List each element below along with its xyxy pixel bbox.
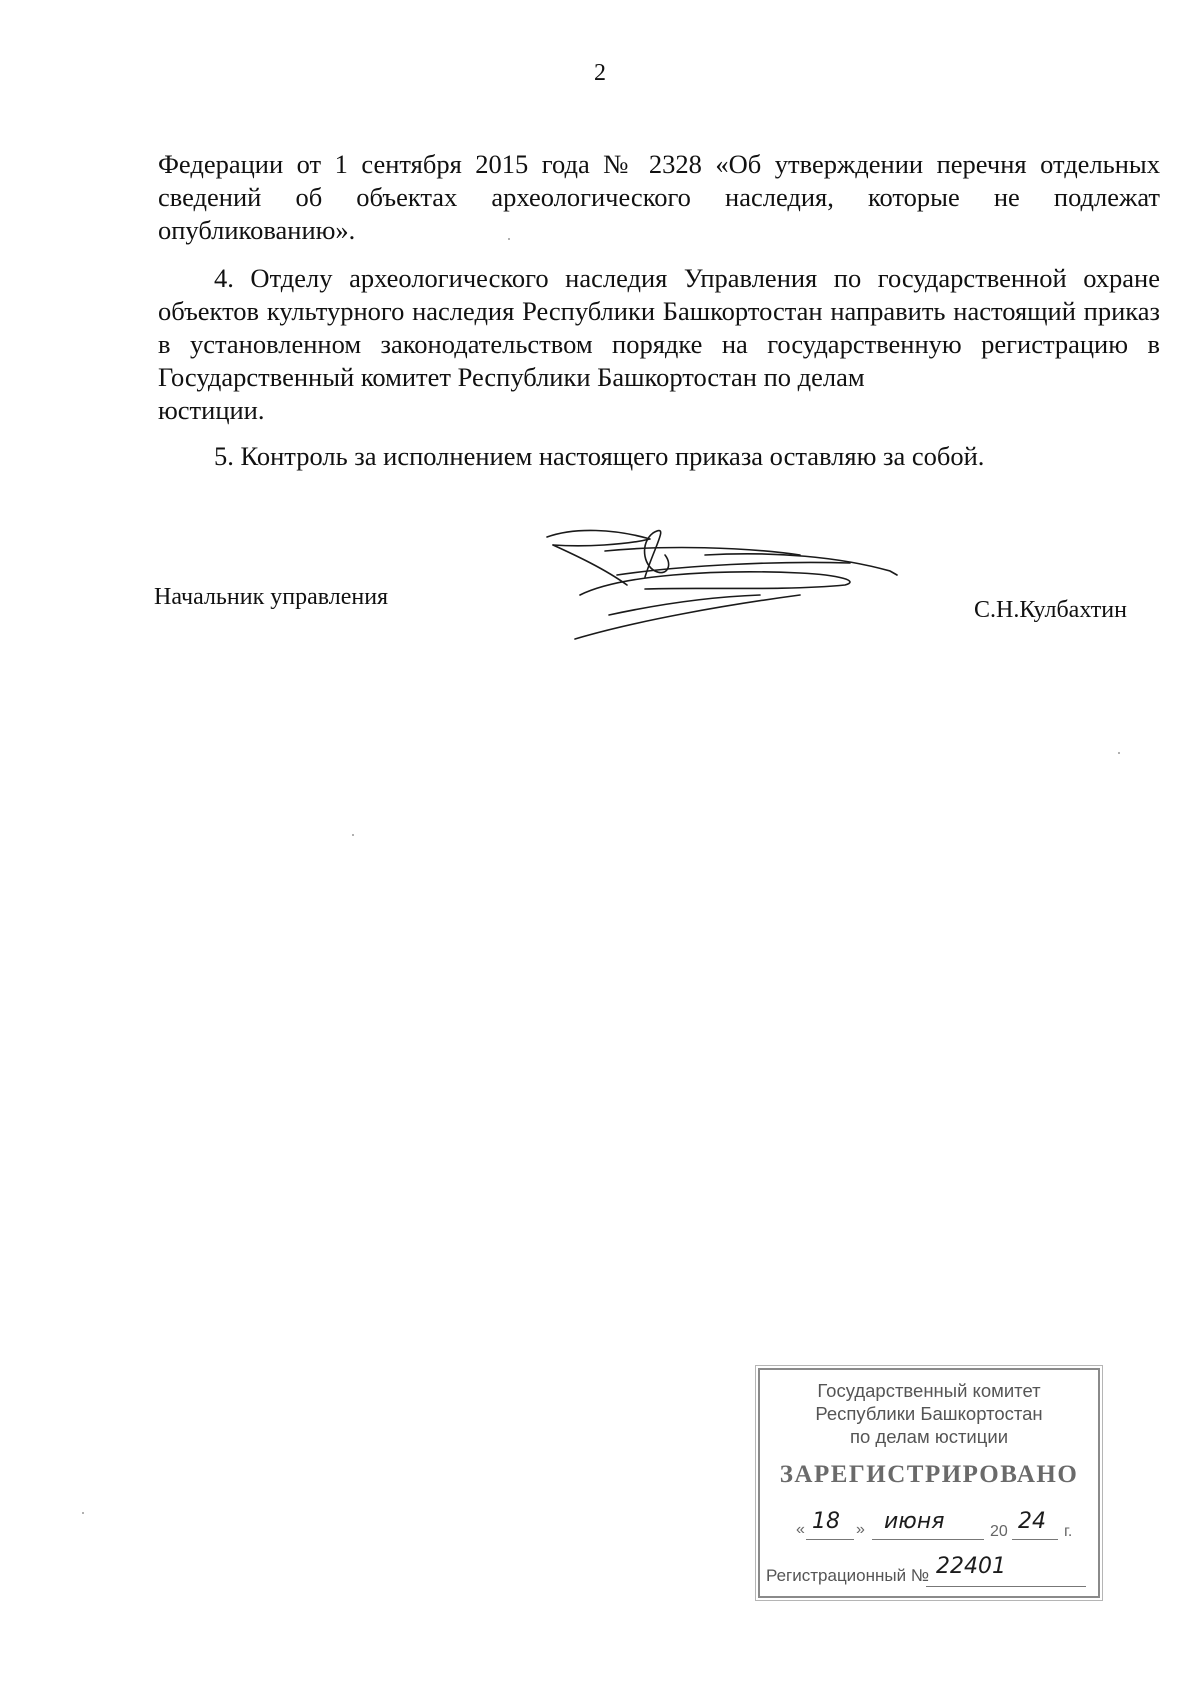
stamp-org-line-1: Государственный комитет xyxy=(817,1380,1041,1401)
stamp-regnum: 22401 xyxy=(936,1554,1006,1579)
stamp-regnum-line xyxy=(926,1586,1086,1587)
handwritten-signature xyxy=(545,525,945,645)
stamp-org-line-2: Республики Башкортостан xyxy=(815,1403,1043,1424)
signer-name: С.Н.Кулбахтин xyxy=(974,597,1127,623)
stamp-quote-close: » xyxy=(856,1521,865,1538)
paragraph-4-end: юстиции. xyxy=(158,395,265,425)
stamp-year: 24 xyxy=(1018,1509,1046,1534)
scan-speck xyxy=(352,834,354,836)
scan-speck xyxy=(82,1512,84,1514)
stamp-day: 18 xyxy=(812,1509,840,1534)
stamp-month: июня xyxy=(884,1509,945,1534)
stamp-year-line xyxy=(1012,1539,1058,1540)
paragraph-3-line-1: Федерации от 1 сентября 2015 года № 2328 «Об утверждении перечня отдельных xyxy=(158,149,1160,179)
stamp-month-line xyxy=(872,1539,984,1540)
stamp-date-row xyxy=(796,1509,1092,1543)
stamp-day-line xyxy=(806,1539,854,1540)
paragraph-3-end: опубликованию». xyxy=(158,215,356,245)
stamp-year-unit: г. xyxy=(1064,1523,1073,1540)
page-number: 2 xyxy=(594,60,606,86)
stamp-registered-label: ЗАРЕГИСТРИРОВАНО xyxy=(779,1461,1079,1488)
stamp-year-prefix: 20 xyxy=(990,1523,1008,1540)
stamp-regnum-row xyxy=(766,1554,1092,1590)
paragraph-3-line-2: сведений об объектах археологического наследия, которые не подлежат xyxy=(158,182,1160,212)
stamp-org-line-3: по делам юстиции xyxy=(849,1426,1009,1447)
signer-position: Начальник управления xyxy=(154,584,389,610)
registration-stamp xyxy=(758,1368,1100,1598)
stamp-regnum-label: Регистрационный № xyxy=(766,1566,930,1585)
stamp-quote-open: « xyxy=(796,1521,805,1538)
scan-speck xyxy=(508,238,510,240)
paragraph-5: 5. Контроль за исполнением настоящего приказа оставляю за собой. xyxy=(214,441,985,471)
paragraph-4: 4. Отделу археологического наследия Управления по государственной охране объектов культурного наследия Республики Башкортостан направить настоящий приказ в установленном законодательством порядке на государственную регистрацию в Государственный комитет Республики Башкортостан по делам xyxy=(158,263,1160,392)
scan-speck xyxy=(1118,752,1120,754)
